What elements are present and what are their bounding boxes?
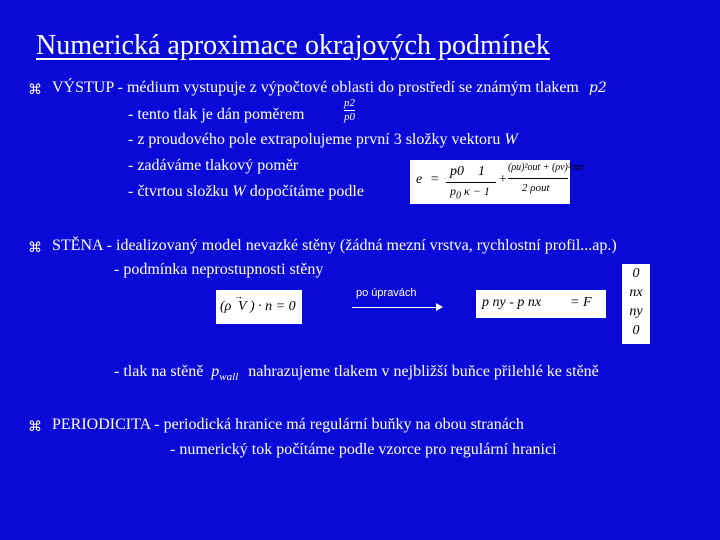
vystup-line5 <box>128 183 364 201</box>
vector-item: nx <box>629 285 643 300</box>
energy-p0: p0 <box>450 164 464 179</box>
vystup-w-symbol: W <box>504 131 518 148</box>
wall-lhs: (ρ <box>220 299 232 314</box>
arrow-line <box>352 307 440 308</box>
stena-line3-suffix: nahrazujeme tlakem v nejbližší buňce přilehlé ke stěně <box>248 363 599 380</box>
stena-line2: - podmínka neprostupnosti stěny <box>114 261 324 278</box>
wall-mid: ) · n = 0 <box>250 299 296 314</box>
slide-title: Numerická aproximace okrajových podmínek <box>36 30 550 61</box>
stena-line3 <box>114 363 599 383</box>
periodicita-line2: - numerický tok počítáme podle vzorce pro regulární hranici <box>170 441 557 458</box>
wall-result-box <box>476 290 606 318</box>
wall-rhs: = F <box>570 295 592 310</box>
vystup-line1-text: VÝSTUP - médium vystupuje z výpočtové oblasti do prostředí se známým tlakem <box>52 79 579 96</box>
ratio-denominator: p0 <box>344 111 355 123</box>
vystup-line4: - zadáváme tlakový poměr <box>128 157 299 174</box>
energy-one: 1 <box>478 164 485 179</box>
vystup-line1 <box>52 79 607 97</box>
arrow-right-icon <box>436 303 443 311</box>
arrow-label: po úpravách <box>356 287 417 299</box>
normal-vector-box <box>622 264 650 344</box>
periodicita-line1: PERIODICITA - periodická hranice má regulární buňky na obou stranách <box>52 416 524 433</box>
vystup-w-symbol-2: W <box>232 183 246 200</box>
vystup-p2-symbol: p2 <box>588 80 607 96</box>
energy-frac-den: 2 ρout <box>522 182 550 194</box>
vector-item: 0 <box>632 323 640 338</box>
bullet-glyph-icon: ⌘ <box>28 83 42 98</box>
vystup-line5-suffix: dopočítáme podle <box>249 183 364 200</box>
vector-item: 0 <box>632 266 640 281</box>
energy-frac-num: (ρu)²out + (ρv)²out <box>508 162 584 173</box>
vector-item: ny <box>629 304 643 319</box>
vystup-line2: - tento tlak je dán poměrem <box>128 106 305 123</box>
vystup-line3 <box>128 131 518 149</box>
bullet-glyph-icon-2: ⌘ <box>28 241 42 256</box>
ratio-numerator: p2 <box>344 97 355 109</box>
energy-formula-box: e = p0 1 $p_0$ κ − 1 + (ρu)²out + (ρv)²out 2 ρout <box>410 160 570 204</box>
energy-lhs: e <box>416 172 423 187</box>
vystup-line3-text: - z proudového pole extrapolujeme první 3 složky vektoru <box>128 131 501 148</box>
wall-result: p ny - p nx <box>482 295 542 310</box>
pressure-ratio-formula <box>344 97 355 124</box>
wall-condition-box: (ρ → V ) · n = 0 <box>216 290 302 324</box>
stena-line3-text: - tlak na stěně <box>114 363 204 380</box>
bullet-glyph-icon-3: ⌘ <box>28 420 42 435</box>
vystup-line5-text: - čtvrtou složku <box>128 183 229 200</box>
stena-line1: STĚNA - idealizovaný model nevazké stěny (žádná mezní vrstva, rychlostní profil...ap.) <box>52 237 617 254</box>
pwall-symbol: $p_{wall}$ <box>211 363 239 384</box>
